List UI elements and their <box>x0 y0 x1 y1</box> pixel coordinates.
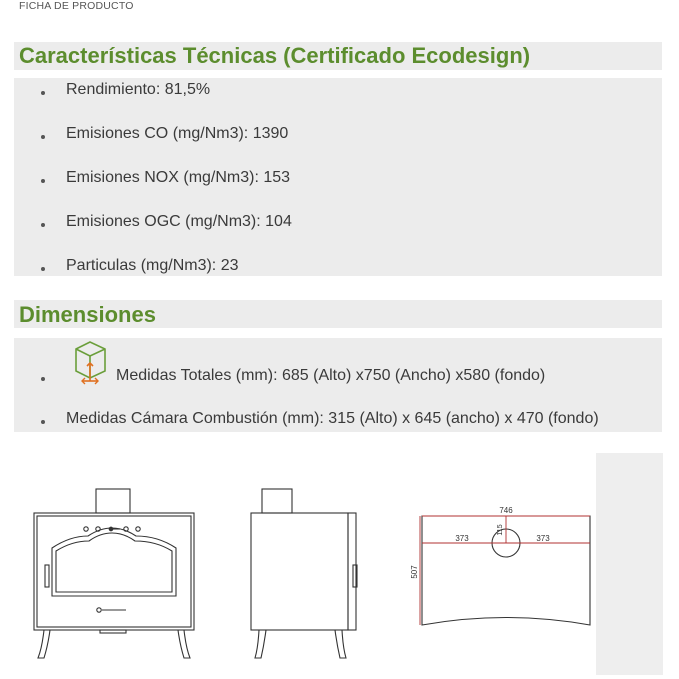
spec-particulas: Particulas (mg/Nm3): 23 <box>66 257 239 274</box>
stove-front-view <box>34 489 194 658</box>
spec-ogc: Emisiones OGC (mg/Nm3): 104 <box>66 213 292 230</box>
dimension-total: Medidas Totales (mm): 685 (Alto) x750 (Ancho) x580 (fondo) <box>116 367 546 384</box>
depth-label: 507 <box>410 565 419 579</box>
spec-co: Emisiones CO (mg/Nm3): 1390 <box>66 125 289 142</box>
spec-rendimiento: Rendimiento: 81,5% <box>66 81 211 98</box>
specs-title: Características Técnicas (Certificado Ecodesign) <box>19 43 531 68</box>
dimension-lines <box>420 516 590 625</box>
dimensions-title: Dimensiones <box>19 302 156 327</box>
dimension-labels <box>410 506 550 579</box>
left-offset-label: 373 <box>455 534 469 543</box>
stove-side-view <box>251 489 357 658</box>
spec-nox: Emisiones NOX (mg/Nm3): 153 <box>66 169 291 186</box>
dimension-combustion-chamber: Medidas Cámara Combustión (mm): 315 (Alto) x 645 (ancho) x 470 (fondo) <box>66 410 599 427</box>
flue-offset-label: 115 <box>497 524 504 536</box>
width-label: 746 <box>499 506 513 515</box>
product-sheet-label: FICHA DE PRODUCTO <box>19 0 134 12</box>
right-offset-label: 373 <box>536 534 550 543</box>
